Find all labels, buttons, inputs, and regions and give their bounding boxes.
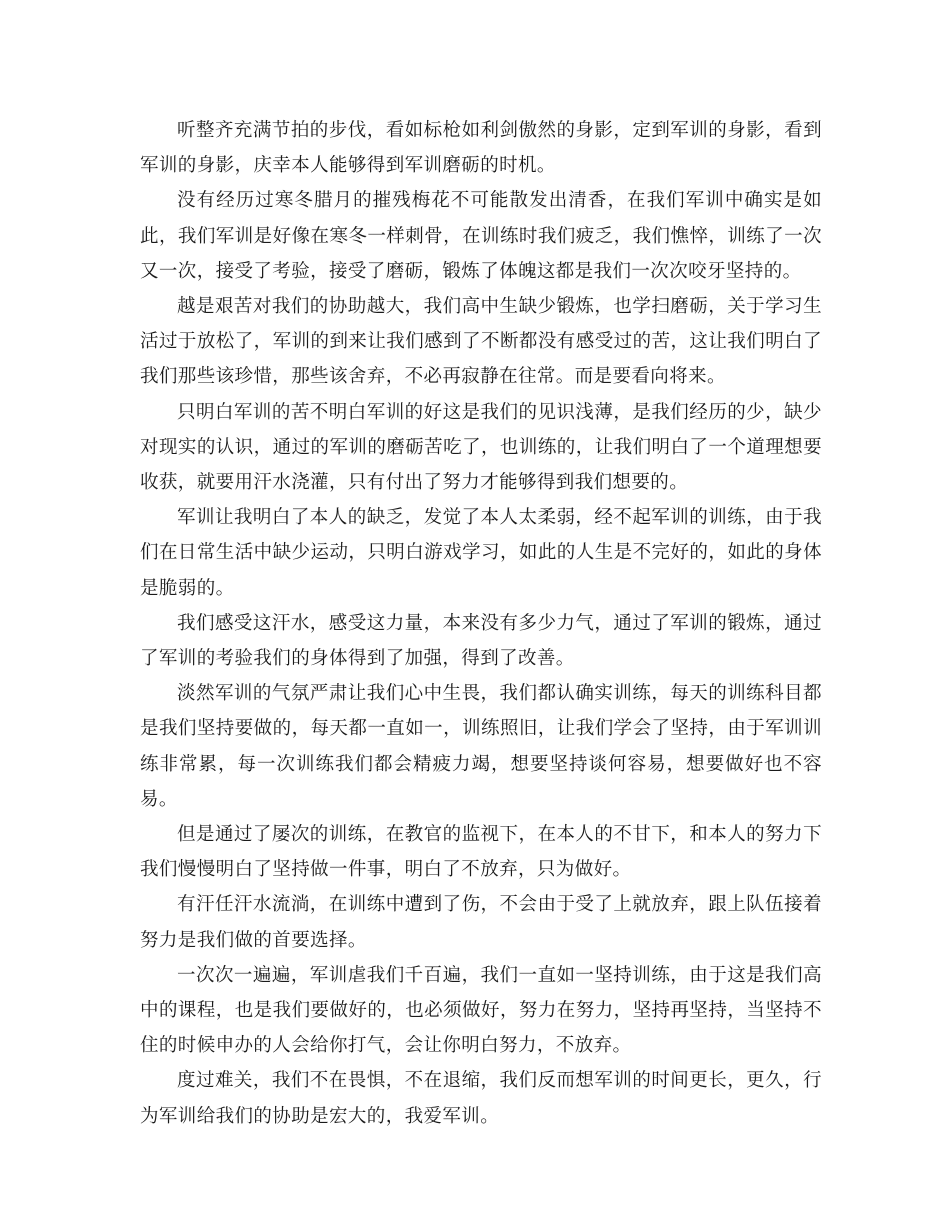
paragraph-6: 我们感受这汗水，感受这力量，本来没有多少力气，通过了军训的锻炼，通过了军训的考验我们的身体得到了加强，得到了改善。 [140,612,822,670]
document-body [140,113,822,1134]
paragraph-9: 有汗任汗水流淌，在训练中遭到了伤，不会由于受了上就放弃，跟上队伍接着努力是我们做的首要选择。 [140,894,822,951]
paragraph-7: 淡然军训的气氛严肃让我们心中生畏，我们都认确实训练，每天的训练科目都是我们坚持要做的，每天都一直如一，训练照旧，让我们学会了坚持，由于军训训练非常累，每一次训练我们都会精疲力竭，想要坚持谈何容易，想要做好也不容易。 [140,683,822,810]
paragraph-2: 没有经历过寒冬腊月的摧残梅花不可能散发出清香，在我们军训中确实是如此，我们军训是好像在寒冬一样刺骨，在训练时我们疲乏，我们憔悴，训练了一次又一次，接受了考验，接受了磨砺，锻炼了体魄这都是我们一次次咬牙坚持的。 [140,190,822,282]
paragraph-4: 只明白军训的苦不明白军训的好这是我们的见识浅薄，是我们经历的少，缺少对现实的认识，通过的军训的磨砺苦吃了，也训练的，让我们明白了一个道理想要收获，就要用汗水浇灌，只有付出了努力才能够得到我们想要的。 [140,401,822,494]
paragraph-5: 军训让我明白了本人的缺乏，发觉了本人太柔弱，经不起军训的训练，由于我们在日常生活中缺少运动，只明白游戏学习，如此的人生是不完好的，如此的身体是脆弱的。 [140,507,822,599]
paragraph-1: 听整齐充满节拍的步伐，看如标枪如利剑傲然的身影，定到军训的身影，看到军训的身影，庆幸本人能够得到军训磨砺的时机。 [140,120,822,177]
paragraph-8: 但是通过了屡次的训练，在教官的监视下，在本人的不甘下，和本人的努力下我们慢慢明白了坚持做一件事，明白了不放弃，只为做好。 [140,824,822,881]
paragraph-3: 越是艰苦对我们的协助越大，我们高中生缺少锻炼，也学扫磨砺，关于学习生活过于放松了，军训的到来让我们感到了不断都没有感受过的苦，这让我们明白了我们那些该珍惜，那些该舍弃，不必再寂静在往常。而是要看向将来。 [140,296,822,388]
paragraph-10: 一次次一遍遍，军训虐我们千百遍，我们一直如一坚持训练，由于这是我们高中的课程，也是我们要做好的，也必须做好，努力在努力，坚持再坚持，当坚持不住的时候申办的人会给你打气，会让你明白努力，不放弃。 [140,964,822,1057]
paragraph-11: 度过难关，我们不在畏惧，不在退缩，我们反而想军训的时间更长，更久，行为军训给我们的协助是宏大的，我爱军训。 [140,1070,822,1127]
